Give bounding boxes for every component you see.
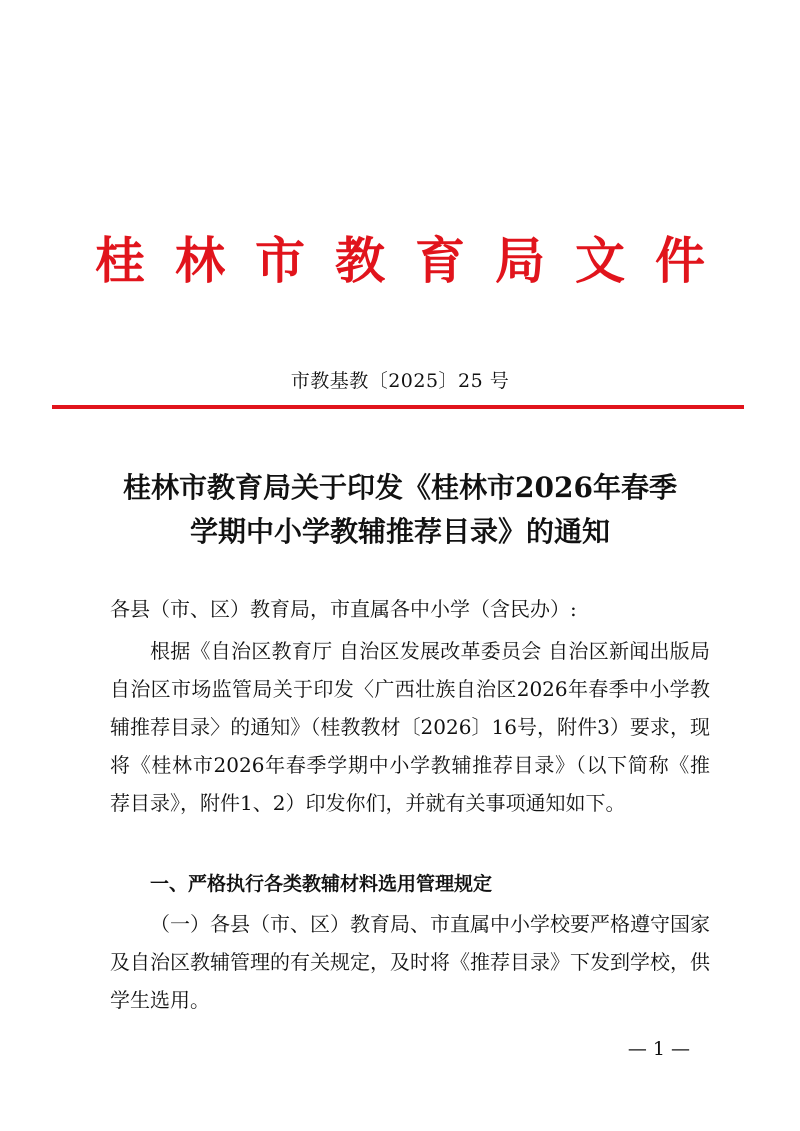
title-line-2: 学期中小学教辅推荐目录》的通知	[189, 515, 610, 548]
red-separator-line	[52, 405, 744, 409]
masthead-char: 市	[255, 232, 305, 290]
main-paragraph: 根据《自治区教育厅 自治区发展改革委员会 自治区新闻出版局 自治区市场监管局关于印发〈广西壮族自治区2026年春季中小学教辅推荐目录〉的通知》（桂教教材〔2026〕16号，附件3）要求，现将《桂林市2026年春季学期中小学教辅推荐目录》（以下简称《推荐目录》，附件1、2）印发你们，并就有关事项通知如下。	[110, 639, 710, 815]
section-1-heading: 一、严格执行各类教辅材料选用管理规定	[150, 873, 493, 895]
document-number: 市教基教〔2025〕25 号	[290, 370, 510, 392]
masthead-char: 桂	[95, 232, 145, 290]
masthead-char: 文	[575, 232, 625, 290]
masthead-char: 林	[175, 232, 225, 290]
page-number: — 1 —	[627, 1038, 690, 1060]
masthead-char: 件	[655, 232, 705, 290]
masthead-char: 教	[335, 232, 385, 290]
title-line-1: 桂林市教育局关于印发《桂林市2026年春季	[123, 471, 677, 504]
masthead-char: 育	[415, 232, 465, 290]
section-1-item-1: （一）各县（市、区）教育局、市直属中小学校要严格遵守国家及自治区教辅管理的有关规定，及时将《推荐目录》下发到学校，供学生选用。	[110, 912, 710, 1012]
recipient-line: 各县（市、区）教育局，市直属各中小学（含民办）:	[110, 597, 577, 621]
masthead	[0, 222, 800, 292]
masthead-char: 局	[495, 232, 545, 290]
document-title	[60, 466, 740, 554]
